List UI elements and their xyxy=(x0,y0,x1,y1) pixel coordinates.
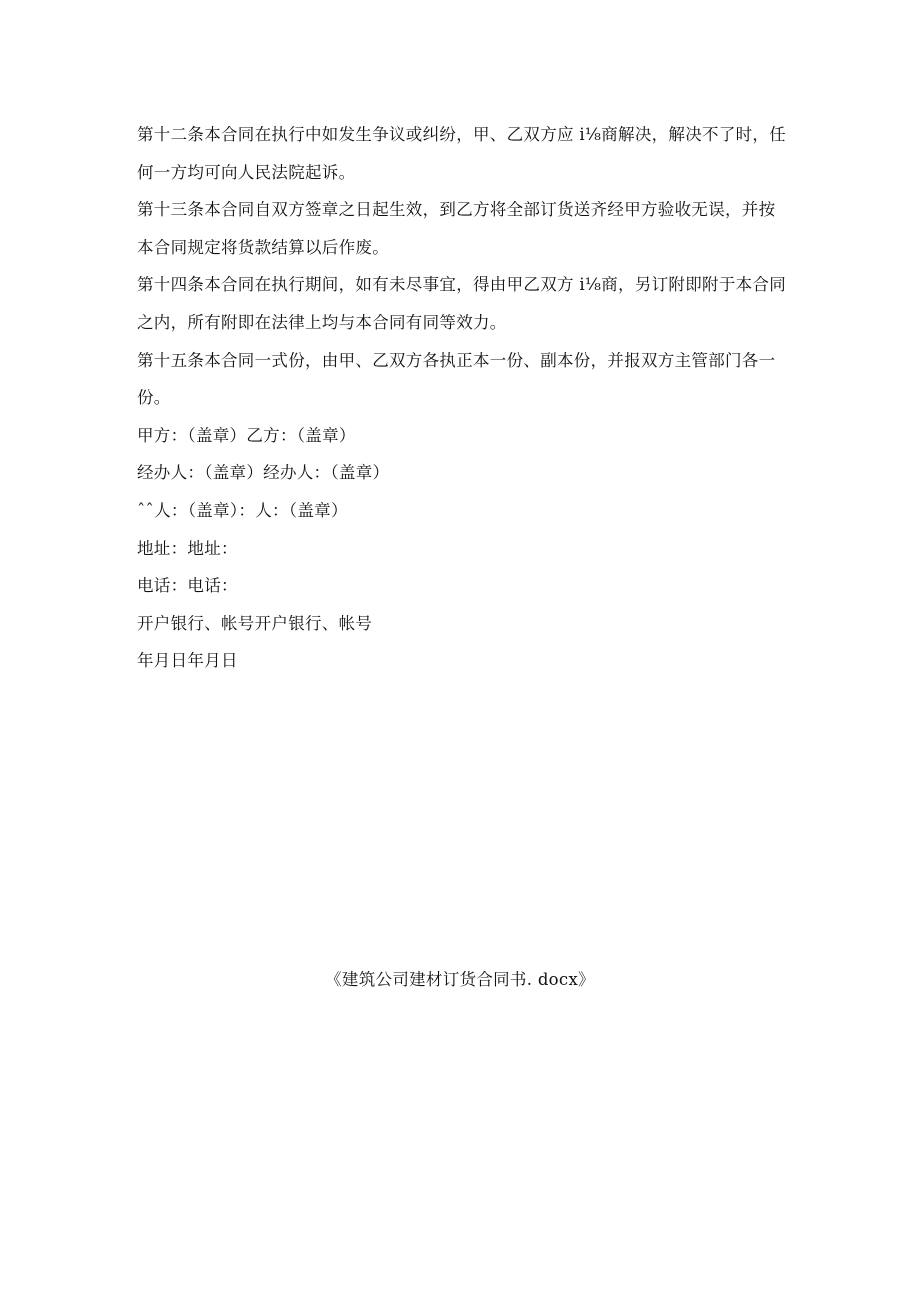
date-line: 年月日年月日 xyxy=(137,651,238,671)
contract-body xyxy=(137,116,787,680)
clause-14-paragraph: 第十四条本合同在执行期间，如有未尽事宜，得由甲乙双方 i⅛商，另订附即附于本合同之内，所有附即在法律上均与本合同有同等效力。 xyxy=(137,275,787,332)
clause-12-paragraph: 第十二条本合同在执行中如发生争议或纠纷，甲、乙双方应 i⅛商解决，解决不了时，任何一方均可向人民法院起诉。 xyxy=(137,125,787,182)
clause-13-paragraph: 第十三条本合同自双方签章之日起生效，到乙方将全部订货送齐经甲方验收无误，并按本合同规定将货款结算以后作废。 xyxy=(137,200,776,257)
party-seal-line: 甲方：（盖章）乙方：（盖章） xyxy=(137,425,356,445)
representative-seal-line: ˆˆ人：（盖章）：人：（盖章） xyxy=(137,500,348,520)
clause-15-paragraph: 第十五条本合同一式份，由甲、乙双方各执正本一份、副本份，并报双方主管部门各一份。 xyxy=(137,350,776,408)
bank-account-line: 开户银行、帐号开户银行、帐号 xyxy=(137,613,373,633)
agent-seal-line: 经办人：（盖章）经办人：（盖章） xyxy=(137,463,390,483)
document-filename-title: 《建筑公司建材订货合同书. docx》 xyxy=(325,970,595,989)
phone-line: 电话：电话： xyxy=(137,576,238,596)
address-line: 地址：地址： xyxy=(137,538,238,558)
